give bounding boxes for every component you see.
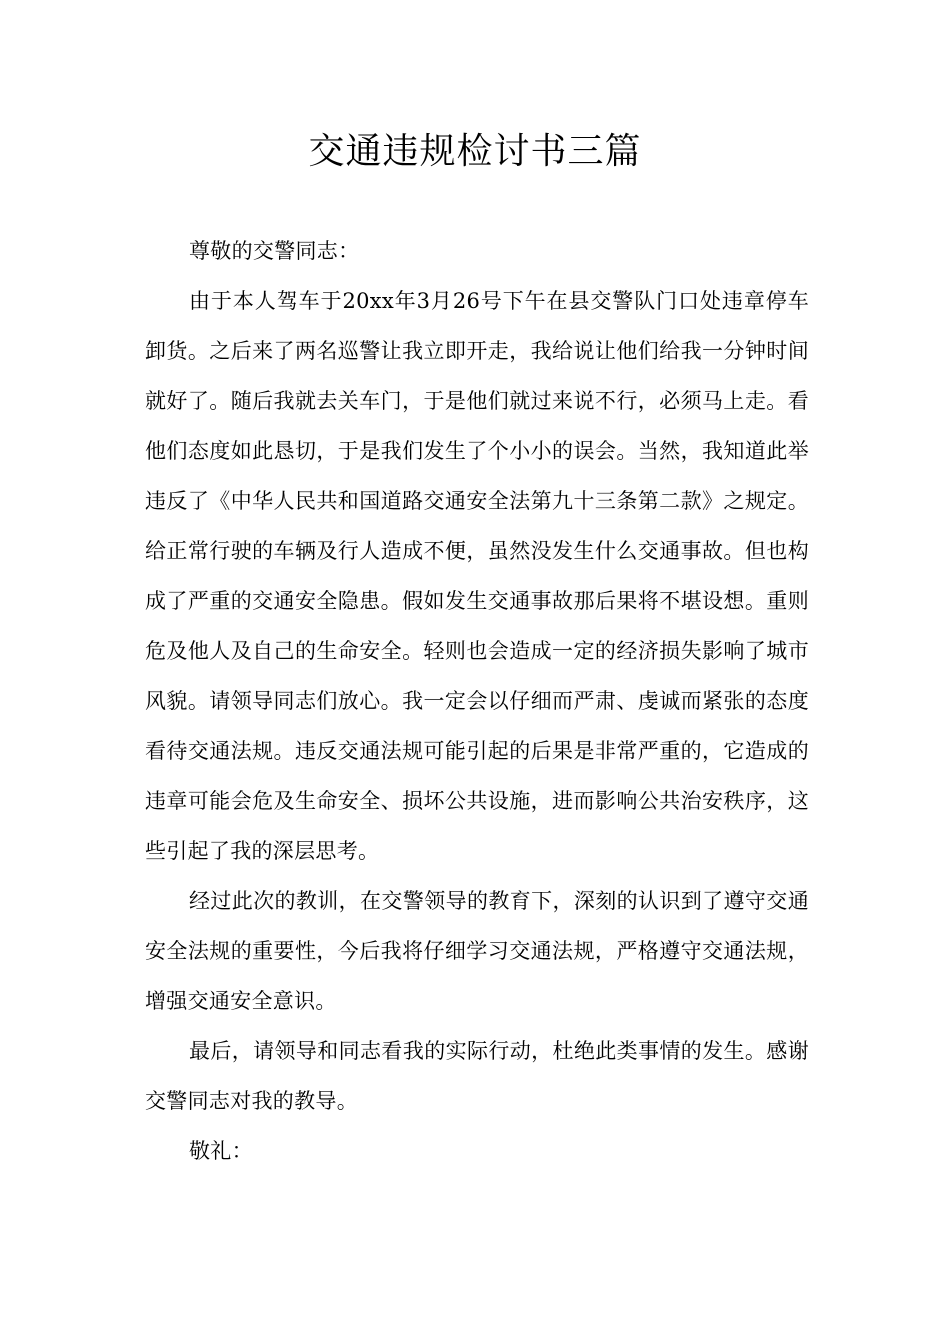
closing: 敬礼： (189, 1139, 253, 1163)
paragraph-2: 经过此次的教训，在交警领导的教育下，深刻的认识到了遵守交通安全法规的重要性，今后我将仔细学习交通法规，严格遵守交通法规，增强交通安全意识。 (145, 889, 809, 1013)
salutation: 尊敬的交警同志： (189, 239, 360, 263)
document-body (145, 226, 809, 1176)
document-title: 交通违规检讨书三篇 (308, 131, 642, 172)
paragraph-1: 由于本人驾车于20xx年3月26号下午在县交警队门口处违章停车卸货。之后来了两名巡警让我立即开走，我给说让他们给我一分钟时间就好了。随后我就去关车门，于是他们就过来说不行，必须马上走。看他们态度如此恳切，于是我们发生了个小小的误会。当然，我知道此举违反了《中华人民共和国道路交通安全法第九十三条第二款》之规定。给正常行驶的车辆及行人造成不便，虽然没发生什么交通事故。但也构成了严重的交通安全隐患。假如发生交通事故那后果将不堪设想。重则危及他人及自己的生命安全。轻则也会造成一定的经济损失影响了城市风貌。请领导同志们放心。我一定会以仔细而严肃、虔诚而紧张的态度看待交通法规。违反交通法规可能引起的后果是非常严重的，它造成的违章可能会危及生命安全、损坏公共设施，进而影响公共治安秩序，这些引起了我的深层思考。 (145, 289, 809, 863)
paragraph-3: 最后，请领导和同志看我的实际行动，杜绝此类事情的发生。感谢交警同志对我的教导。 (145, 1039, 809, 1113)
